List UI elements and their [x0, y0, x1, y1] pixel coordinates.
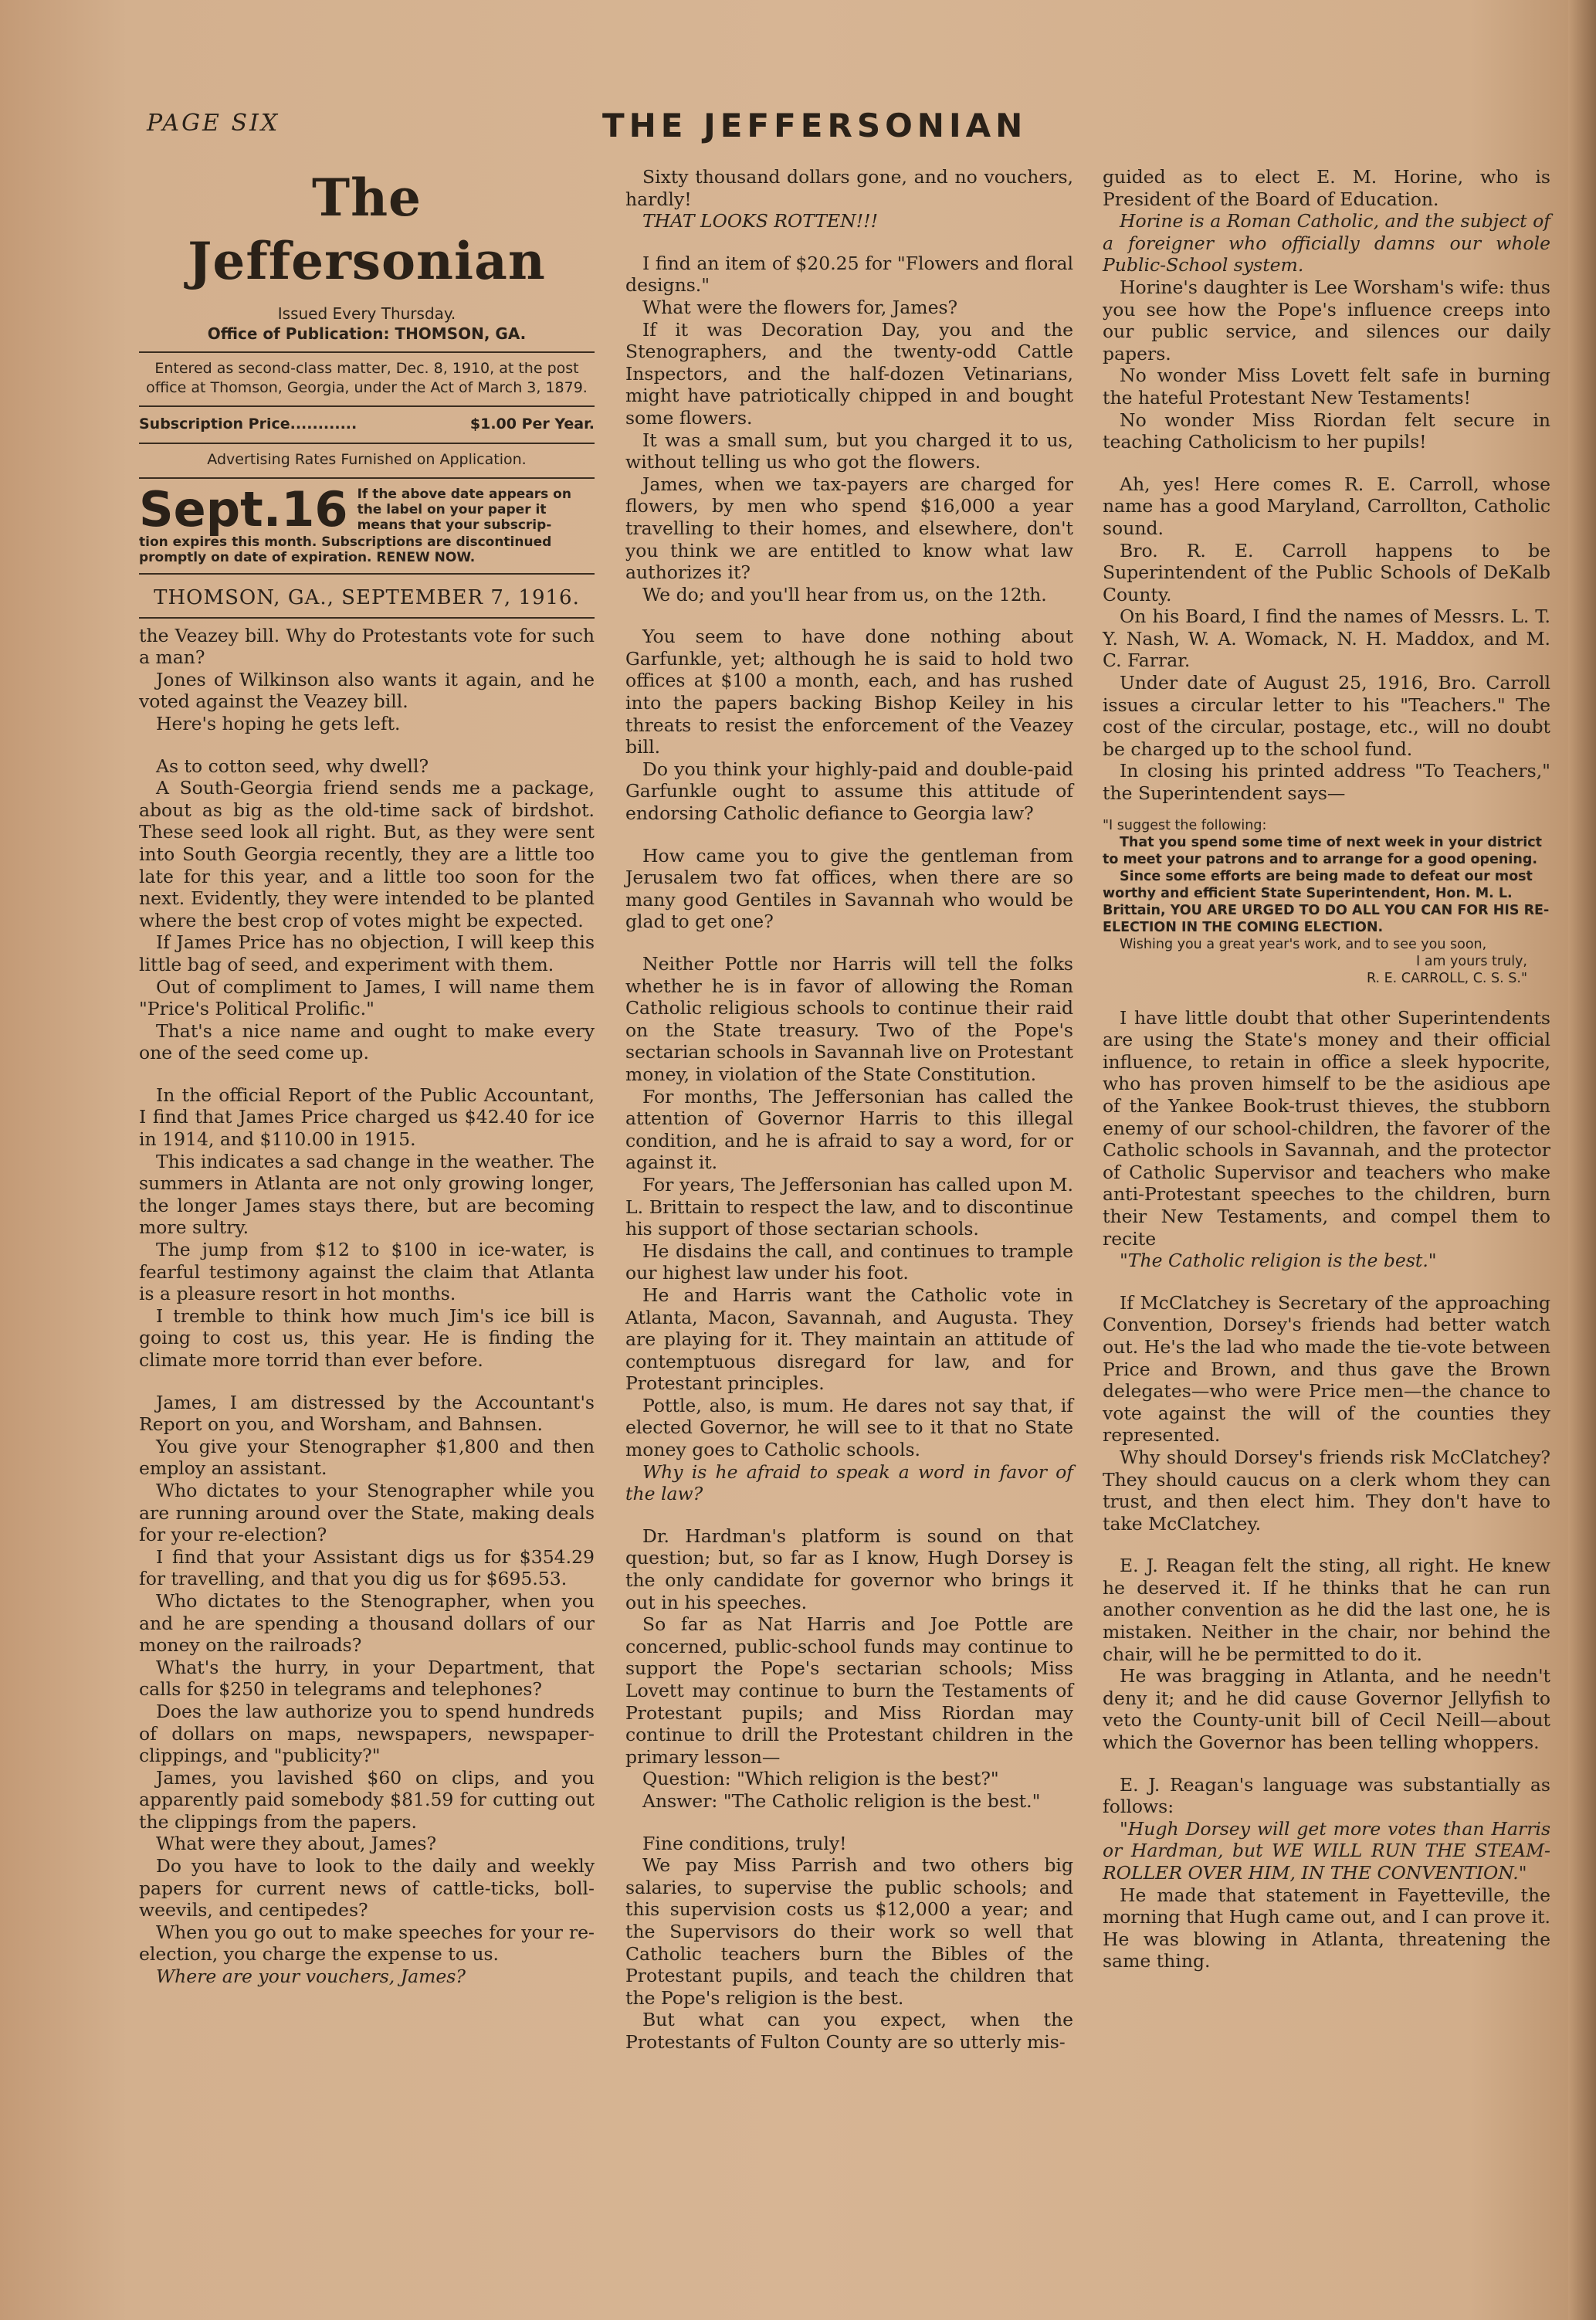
running-title: THE JEFFERSONIAN	[602, 107, 1028, 144]
paragraph: For months, The Jeffersonian has called the attention of Governor Harris to this illegal condition, and he is afraid to say a word, for or against it.	[625, 1085, 1073, 1174]
paragraph: If James Price has no objection, I will keep this little bag of seed, and experiment with them.	[139, 931, 595, 975]
paragraph: Why should Dorsey's friends risk McClatchey? They should caucus on a clerk whom they can trust, and then elect him. They don't have to take McClatchey.	[1103, 1446, 1550, 1535]
paragraph: The jump from $12 to $100 in ice-water, is fearful testimony against the claim that Atlanta is a pleasure resort in hot months.	[139, 1239, 595, 1305]
paragraph: Neither Pottle nor Harris will tell the folks whether he is in favor of allowing the Roman Catholic religious schools to continue their raid on the State treasury. Two of the Pope's sectarian schools in Savannah live on Protestant money, in violation of the State Constitution.	[625, 953, 1073, 1085]
paragraph: If McClatchey is Secretary of the approaching Convention, Dorsey's friends had better watch out. He's the lad who made the tie-vote between Price and Brown, and thus gave the Brown delegates—who were Price men—the chance to vote against the will of the counties they represented.	[1103, 1291, 1550, 1447]
paragraph: In the official Report of the Public Accountant, I find that James Price charged us $42.40 for ice in 1914, and $110.00 in 1915.	[139, 1084, 595, 1151]
subscription-price: $1.00 Per Year.	[469, 415, 595, 432]
paragraph: Horine is a Roman Catholic, and the subject of a foreigner who officially damns our whole Public-School system.	[1103, 210, 1550, 276]
paragraph: But what can you expect, when the Protestants of Fulton County are so utterly mis-	[625, 2009, 1073, 2053]
paragraph: guided as to elect E. M. Horine, who is President of the Board of Education.	[1103, 166, 1550, 210]
paragraph: Fine conditions, truly!	[642, 1832, 847, 1854]
paragraph: Why is he afraid to speak a word in favor of the law?	[625, 1460, 1073, 1505]
page-edge	[1568, 0, 1596, 2320]
expiry-box	[139, 481, 595, 538]
paragraph: James, you lavished $60 on clips, and you apparently paid somebody $81.59 for cutting out the clippings from the papers.	[139, 1766, 595, 1833]
paragraph: As to cotton seed, why dwell?	[156, 755, 429, 777]
subscription-label: Subscription Price............	[139, 415, 357, 432]
paragraph: If it was Decoration Day, you and the Stenographers, and the twenty-odd Cattle Inspectors, and the half-dozen Vetinarians, might have patriotically chipped in and bought some flowers.	[625, 318, 1073, 429]
paragraph: We do; and you'll hear from us, on the 12th.	[642, 583, 1047, 605]
divider	[139, 617, 595, 619]
paragraph: He disdains the call, and continues to trample our highest law under his foot.	[625, 1240, 1073, 1284]
paragraph: He made that statement in Fayetteville, the morning that Hugh came out, and I can prove it. He was blowing in Atlanta, threatening the same thing.	[1103, 1884, 1550, 1972]
paragraph: Answer: "The Catholic religion is the best."	[642, 1789, 1041, 1812]
paragraph: Do you have to look to the daily and weekly papers for current news of cattle-ticks, boll-weevils, and centipedes?	[139, 1855, 595, 1921]
paragraph: Who dictates to your Stenographer while you are running around over the State, making deals for your re-election?	[139, 1479, 595, 1546]
paragraph: Jones of Wilkinson also wants it again, and he voted against the Veazey bill.	[139, 668, 595, 713]
paragraph: James, when we tax-payers are charged for flowers, by men who spend $16,000 a year travelling to their homes, and elsewhere, don't you think we are entitled to know what law authorizes it?	[625, 473, 1073, 584]
column-1	[139, 166, 595, 1988]
masthead-title: The Jeffersonian	[188, 168, 546, 291]
page-header	[147, 107, 1567, 145]
column-3	[1103, 166, 1550, 1972]
paragraph: He and Harris want the Catholic vote in Atlanta, Macon, Savannah, and Augusta. They are playing for it. They maintain an attitude of contemptuous disregard for law, and for Protestant principles.	[625, 1284, 1073, 1395]
page-number: PAGE SIX	[147, 110, 280, 137]
office-line: Office of Publication: THOMSON, GA.	[207, 324, 527, 343]
subscription-line	[139, 413, 595, 435]
paragraph: Where are your vouchers, James?	[156, 1966, 466, 1988]
paragraph: When you go out to make speeches for your re-election, you charge the expense to us.	[139, 1921, 595, 1966]
expiry-note: If the above date appears on the label on your paper it means that your subscrip-	[357, 487, 571, 533]
entered-notice: Entered as second-class matter, Dec. 8, 1910, at the post office at Thomson, Georgia, under the Act of March 3, 1879.	[146, 360, 588, 396]
column-2	[625, 166, 1073, 2054]
paragraph: What's the hurry, in your Department, that calls for $250 in telegrams and telephones?	[139, 1656, 595, 1701]
divider	[139, 443, 595, 444]
paragraph: I tremble to think how much Jim's ice bill is going to cost us, this year. He is finding the climate more torrid than ever before.	[139, 1304, 595, 1371]
paragraph: Ah, yes! Here comes R. E. Carroll, whose name has a good Maryland, Carrollton, Catholic sound.	[1103, 473, 1550, 539]
circular-quote	[1103, 817, 1550, 987]
quote-line: Wishing you a great year's work, and to see you soon,	[1120, 936, 1487, 952]
dateline: THOMSON, GA., SEPTEMBER 7, 1916.	[154, 586, 580, 609]
paragraph: Dr. Hardman's platform is sound on that question; but, so far as I know, Hugh Dorsey is the only candidate for governor who brings it out in his speeches.	[625, 1525, 1073, 1613]
quote-line: Since some efforts are being made to defeat our most worthy and efficient State Superintendent, Hon. M. L. Brittain, YOU ARE URGED TO DO ALL YOU CAN FOR HIS RE-ELECTION IN THE COMING ELECTION.	[1103, 868, 1550, 935]
paragraph: He was bragging in Atlanta, and he needn't deny it; and he did cause Governor Jellyfish to veto the County-unit bill of Cecil Neill—about which the Governor has been telling whoppers.	[1103, 1665, 1550, 1754]
divider	[139, 405, 595, 407]
paragraph: Who dictates to the Stenographer, when you and he are spending a thousand dollars of our money on the railroads?	[139, 1589, 595, 1657]
paragraph: Question: "Which religion is the best?"	[642, 1768, 999, 1790]
paragraph: On his Board, I find the names of Messrs. L. T. Y. Nash, W. A. Womack, N. H. Maddox, and M. C. Farrar.	[1103, 605, 1550, 672]
paragraph: What were the flowers for, James?	[642, 296, 958, 318]
paragraph: What were they about, James?	[156, 1833, 437, 1855]
expiry-date: Sept.16	[139, 481, 348, 538]
issued-line: Issued Every Thursday.	[277, 304, 456, 323]
paragraph: In closing his printed address "To Teachers," the Superintendent says—	[1103, 760, 1550, 805]
paragraph: This indicates a sad change in the weather. The summers in Atlanta are not only growing longer, the longer James stays there, but are becoming more sultry.	[139, 1150, 595, 1239]
paragraph: So far as Nat Harris and Joe Pottle are concerned, public-school funds may continue to support the Pope's sectarian schools; Miss Lovett may continue to burn the Testaments of Protestant pupils; and Miss Riordan may continue to drill the Protestant children in the primary lesson—	[625, 1613, 1073, 1768]
paragraph: We pay Miss Parrish and two others big salaries, to supervise the public schools; and this supervision costs us $12,000 a year; and the Supervisors do their work so well that Catholic teachers burn the Bibles of the Protestant pupils, and teach the children that the Pope's religion is the best.	[625, 1854, 1073, 2009]
paragraph: You give your Stenographer $1,800 and then employ an assistant.	[139, 1435, 595, 1480]
paragraph: Sixty thousand dollars gone, and no vouchers, hardly!	[625, 166, 1073, 210]
paragraph: "The Catholic religion is the best."	[1120, 1250, 1437, 1272]
paragraph: For years, The Jeffersonian has called upon M. L. Brittain to respect the law, and to discontinue his support of those sectarian schools.	[625, 1173, 1073, 1240]
expiry-note-continued: tion expires this month. Subscriptions are discontinued promptly on date of expiration. RENEW NOW.	[139, 534, 552, 565]
paragraph: Does the law authorize you to spend hundreds of dollars on maps, newspapers, newspaper-clippings, and "publicity?"	[139, 1700, 595, 1767]
paragraph: E. J. Reagan felt the sting, all right. He knew he deserved it. If he thinks that he can run another convention as he did the last one, he is mistaken. Neither in the chair, nor behind the chair, will he be permitted to do it.	[1103, 1555, 1550, 1665]
paragraph: It was a small sum, but you charged it to us, without telling us who got the flowers.	[625, 429, 1073, 473]
paragraph: E. J. Reagan's language was substantially as follows:	[1103, 1773, 1550, 1818]
paragraph: A South-Georgia friend sends me a package, about as big as the old-time sack of birdshot. These seed look all right. But, as they were sent into South Georgia recently, they are a little too late for this year, and a little too soon for the next. Evidently, they were intended to be planted where the best crop of votes might be expected.	[139, 777, 595, 931]
paragraph: How came you to give the gentleman from Jerusalem two fat offices, when there are so many good Gentiles in Savannah who would be glad to get one?	[625, 844, 1073, 933]
paragraph: Here's hoping he gets left.	[156, 712, 401, 734]
divider	[139, 351, 595, 353]
paragraph: I have little doubt that other Superintendents are using the State's money and their official influence, to retain in office a sleek hypocrite, who has proven himself to be the asidious ape of the Yankee Book-trust thieves, the stubborn enemy of our school-children, the favorer of the Catholic schools in Savannah, and the protector of Catholic Supervisor and teachers who make anti-Protestant speeches to the children, burn their New Testaments, and compel them to recite	[1103, 1006, 1550, 1250]
paragraph: Horine's daughter is Lee Worsham's wife: thus you see how the Pope's influence creeps into our public service, and silences our daily papers.	[1103, 276, 1550, 365]
paragraph: James, I am distressed by the Accountant's Report on you, and Worsham, and Bahnsen.	[139, 1391, 595, 1436]
paragraph: You seem to have done nothing about Garfunkle, yet; although he is said to hold two offices at $100 a month, each, and has rushed into the papers backing Bishop Keiley in his threats to resist the enforcement of the Veazey bill.	[625, 626, 1073, 758]
paragraph: No wonder Miss Riordan felt secure in teaching Catholicism to her pupils!	[1103, 409, 1550, 453]
divider	[139, 573, 595, 575]
paragraph: Pottle, also, is mum. He dares not say that, if elected Governor, he will see to it that no State money goes to Catholic schools.	[625, 1394, 1073, 1461]
quote-line: That you spend some time of next week in your district to meet your patrons and to arrange for a good opening.	[1103, 834, 1543, 867]
paragraph: I find an item of $20.25 for "Flowers and floral designs."	[625, 252, 1073, 297]
quote-open: "I suggest the following:	[1103, 817, 1267, 833]
paragraph: Bro. R. E. Carroll happens to be Superintendent of the Public Schools of DeKalb County.	[1103, 539, 1550, 605]
divider	[139, 477, 595, 479]
paragraph: THAT LOOKS ROTTEN!!!	[642, 210, 879, 232]
paragraph: That's a nice name and ought to make every one of the seed come up.	[139, 1019, 595, 1064]
quote-close: I am yours truly,	[1415, 953, 1527, 969]
paragraph: I find that your Assistant digs us for $354.29 for travelling, and that you dig us for $695.53.	[139, 1545, 595, 1590]
paragraph: the Veazey bill. Why do Protestants vote for such a man?	[139, 624, 595, 669]
paragraph: Under date of August 25, 1916, Bro. Carroll issues a circular letter to his "Teachers." The cost of the circular, postage, etc., will no doubt be charged up to the school fund.	[1103, 672, 1550, 760]
paragraph: "Hugh Dorsey will get more votes than Harris or Hardman, but WE WILL RUN THE STEAM-ROLLER OVER HIM, IN THE CONVENTION."	[1103, 1817, 1550, 1884]
paragraph: Out of compliment to James, I will name them "Price's Political Prolific."	[139, 975, 595, 1020]
quote-signature: R. E. CARROLL, C. S. S."	[1366, 970, 1527, 986]
paragraph: Do you think your highly-paid and double-paid Garfunkle ought to assume this attitude of endorsing Catholic defiance to Georgia law?	[625, 758, 1073, 825]
paragraph: No wonder Miss Lovett felt safe in burning the hateful Protestant New Testaments!	[1103, 365, 1550, 409]
advertising-notice: Advertising Rates Furnished on Application.	[207, 451, 527, 468]
